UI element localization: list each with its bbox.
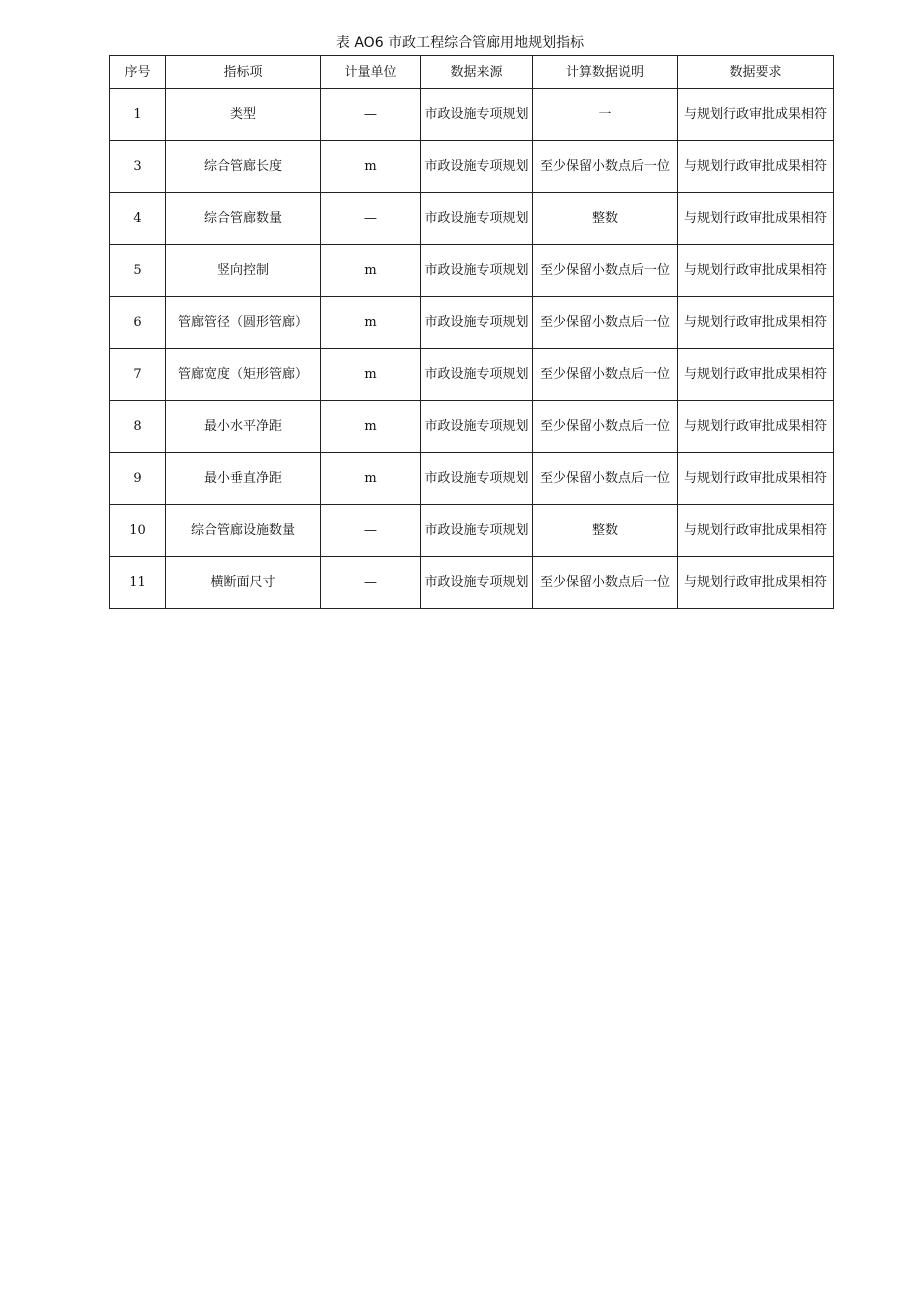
table-row: [110, 89, 834, 141]
cell-unit: —: [321, 193, 421, 245]
cell-source: 市政设施专项规划: [421, 141, 533, 193]
cell-calc-note: 至少保留小数点后一位: [533, 245, 678, 297]
cell-serial: 3: [110, 141, 166, 193]
cell-serial: 5: [110, 245, 166, 297]
cell-source: 市政设施专项规划: [421, 505, 533, 557]
cell-indicator: 最小水平净距: [166, 401, 321, 453]
cell-serial: 10: [110, 505, 166, 557]
table-body: [110, 89, 834, 609]
table-row: [110, 453, 834, 505]
table-row: [110, 349, 834, 401]
cell-indicator: 类型: [166, 89, 321, 141]
cell-requirement: 与规划行政审批成果相符: [678, 245, 834, 297]
cell-source: 市政设施专项规划: [421, 193, 533, 245]
cell-serial: 4: [110, 193, 166, 245]
table-row: [110, 297, 834, 349]
cell-serial: 6: [110, 297, 166, 349]
cell-unit: —: [321, 89, 421, 141]
cell-requirement: 与规划行政审批成果相符: [678, 141, 834, 193]
cell-unit: m: [321, 401, 421, 453]
cell-requirement: 与规划行政审批成果相符: [678, 297, 834, 349]
cell-source: 市政设施专项规划: [421, 453, 533, 505]
cell-indicator: 横断面尺寸: [166, 557, 321, 609]
cell-source: 市政设施专项规划: [421, 89, 533, 141]
header-source: 数据来源: [421, 56, 533, 89]
table-row: [110, 193, 834, 245]
cell-unit: m: [321, 349, 421, 401]
cell-unit: m: [321, 297, 421, 349]
cell-requirement: 与规划行政审批成果相符: [678, 505, 834, 557]
page-title: 表 AO6 市政工程综合管廊用地规划指标: [335, 35, 585, 51]
cell-unit: m: [321, 245, 421, 297]
table-row: [110, 557, 834, 609]
cell-source: 市政设施专项规划: [421, 557, 533, 609]
cell-serial: 8: [110, 401, 166, 453]
cell-indicator: 综合管廊数量: [166, 193, 321, 245]
cell-requirement: 与规划行政审批成果相符: [678, 89, 834, 141]
cell-requirement: 与规划行政审批成果相符: [678, 557, 834, 609]
table-row: [110, 245, 834, 297]
cell-indicator: 最小垂直净距: [166, 453, 321, 505]
table-header-row: [110, 56, 834, 89]
cell-requirement: 与规划行政审批成果相符: [678, 401, 834, 453]
cell-serial: 9: [110, 453, 166, 505]
cell-requirement: 与规划行政审批成果相符: [678, 349, 834, 401]
cell-indicator: 管廊管径（圆形管廊）: [166, 297, 321, 349]
indicator-table: [109, 55, 834, 609]
cell-serial: 11: [110, 557, 166, 609]
cell-serial: 1: [110, 89, 166, 141]
cell-calc-note: 至少保留小数点后一位: [533, 557, 678, 609]
header-indicator: 指标项: [166, 56, 321, 89]
cell-indicator: 综合管廊设施数量: [166, 505, 321, 557]
cell-indicator: 竖向控制: [166, 245, 321, 297]
cell-requirement: 与规划行政审批成果相符: [678, 193, 834, 245]
cell-unit: m: [321, 453, 421, 505]
table-row: [110, 505, 834, 557]
cell-calc-note: 一: [533, 89, 678, 141]
cell-serial: 7: [110, 349, 166, 401]
cell-source: 市政设施专项规划: [421, 349, 533, 401]
cell-calc-note: 至少保留小数点后一位: [533, 297, 678, 349]
header-requirement: 数据要求: [678, 56, 834, 89]
cell-source: 市政设施专项规划: [421, 401, 533, 453]
cell-source: 市政设施专项规划: [421, 245, 533, 297]
cell-indicator: 管廊宽度（矩形管廊）: [166, 349, 321, 401]
cell-source: 市政设施专项规划: [421, 297, 533, 349]
cell-requirement: 与规划行政审批成果相符: [678, 453, 834, 505]
cell-calc-note: 至少保留小数点后一位: [533, 141, 678, 193]
cell-unit: —: [321, 557, 421, 609]
cell-calc-note: 至少保留小数点后一位: [533, 349, 678, 401]
header-calc-note: 计算数据说明: [533, 56, 678, 89]
table-row: [110, 141, 834, 193]
header-unit: 计量单位: [321, 56, 421, 89]
cell-indicator: 综合管廊长度: [166, 141, 321, 193]
cell-unit: —: [321, 505, 421, 557]
cell-calc-note: 至少保留小数点后一位: [533, 453, 678, 505]
cell-calc-note: 整数: [533, 193, 678, 245]
table-row: [110, 401, 834, 453]
header-serial: 序号: [110, 56, 166, 89]
cell-calc-note: 至少保留小数点后一位: [533, 401, 678, 453]
cell-calc-note: 整数: [533, 505, 678, 557]
cell-unit: m: [321, 141, 421, 193]
